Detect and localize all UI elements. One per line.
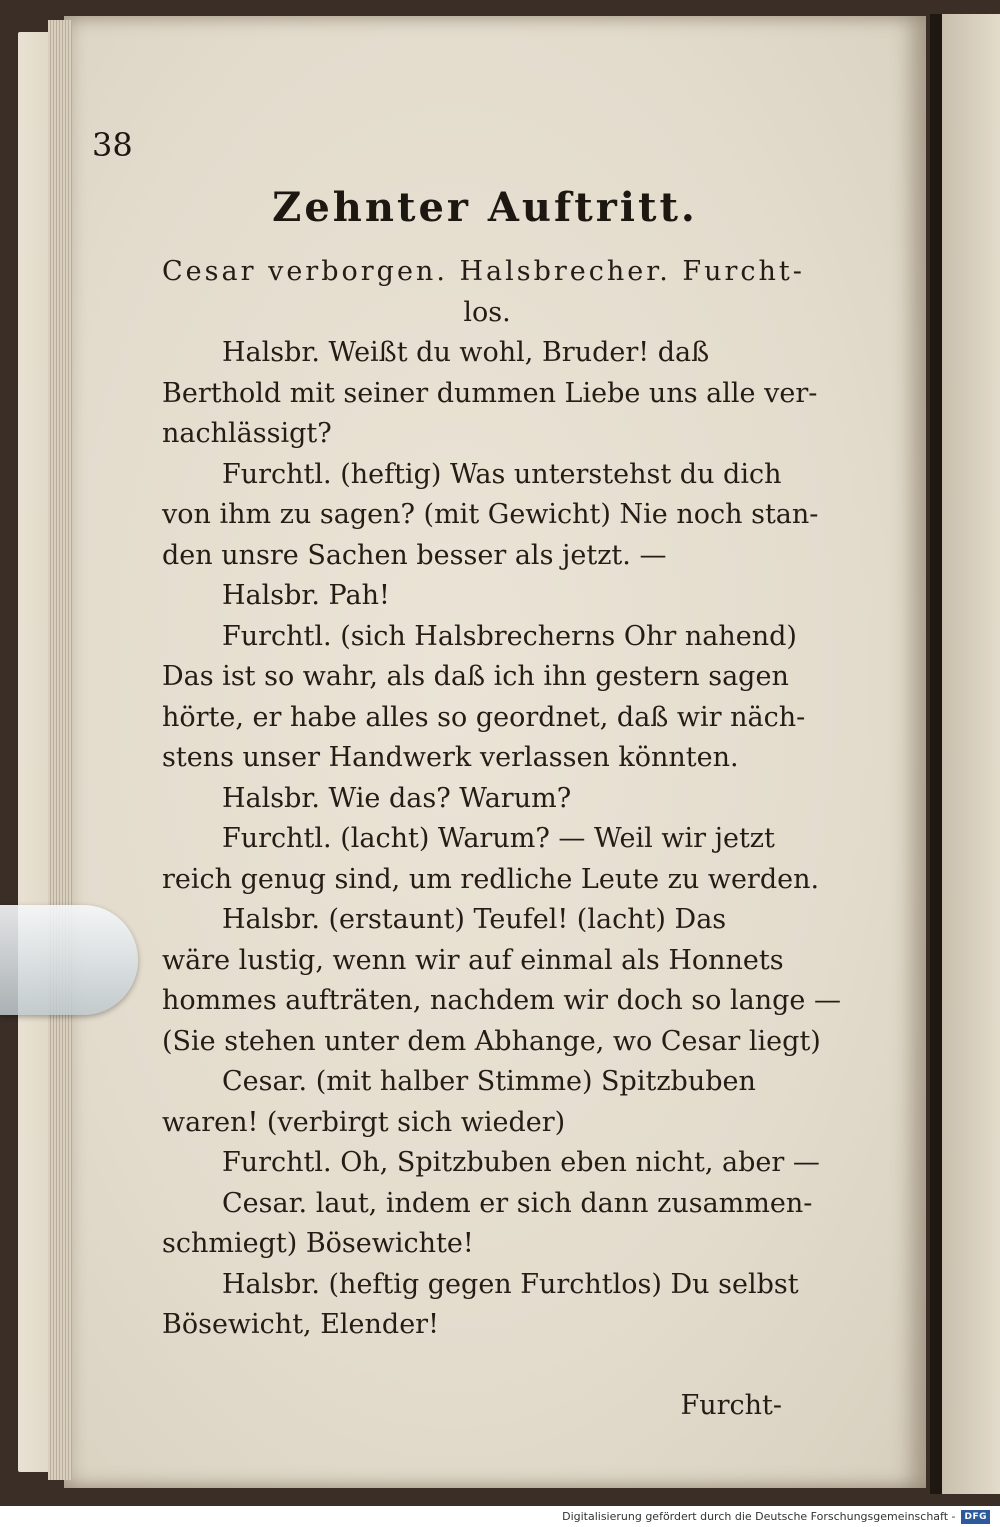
text-line: Halsbr. (heftig gegen Furchtlos) Du selbst [222,1268,799,1300]
text-line: Furcht- [680,1390,782,1421]
text-line: hommes aufträten, nachdem wir doch so lange — [162,985,841,1016]
text-line: Cesar verborgen. Halsbrecher. Furcht- [162,256,805,287]
text-line: von ihm zu sagen? (mit Gewicht) Nie noch stan- [162,499,819,530]
footer-credit: Digitalisierung gefördert durch die Deutsche Forschungsgemeinschaft - [562,1510,956,1523]
page-number: 38 [92,126,133,164]
text-line: Cesar. (mit halber Stimme) Spitzbuben [222,1066,756,1097]
text-line: Berthold mit seiner dummen Liebe uns alle ver- [162,377,818,409]
text-line: wäre lustig, wenn wir auf einmal als Honnets [162,944,784,976]
dfg-logo-icon: DFG [961,1510,990,1524]
page-stack-edge [48,20,72,1480]
text-line: Cesar. laut, indem er sich dann zusammen- [222,1187,813,1219]
text-line: Furchtl. (lacht) Warum? — Weil wir jetzt [222,823,775,854]
text-line: hörte, er habe alles so geordnet, daß wir näch- [162,701,806,733]
text-line: reich genug sind, um redliche Leute zu werden. [162,863,820,895]
text-line: (Sie stehen unter dem Abhange, wo Cesar liegt) [162,1025,821,1057]
footer-bar [0,1506,1000,1527]
scene-heading: Zehnter Auftritt. [272,184,698,231]
text-line: waren! (verbirgt sich wieder) [162,1106,566,1138]
text-line: Halsbr. (erstaunt) Teufel! (lacht) Das [222,904,727,935]
text-line: stens unser Handwerk verlassen könnten. [162,742,739,773]
page-text [162,252,841,1427]
text-line: Furchtl. (heftig) Was unterstehst du dich [222,458,782,490]
text-line: Halsbr. Weißt du wohl, Bruder! daß [222,337,710,368]
text-line: los. [463,296,511,328]
scroll-handle[interactable] [0,905,138,1015]
text-line [162,1346,812,1387]
text-line: Halsbr. Wie das? Warum? [222,782,572,814]
text-line: Bösewicht, Elender! [162,1309,439,1340]
text-line: Furchtl. (sich Halsbrecherns Ohr nahend) [222,620,797,652]
facing-page-edge [930,14,1000,1494]
text-line: nachlässigt? [162,418,332,449]
text-line: Das ist so wahr, als daß ich ihn gestern sagen [162,661,789,692]
text-line: den unsre Sachen besser als jetzt. — [162,539,667,571]
text-line: Halsbr. Pah! [222,580,390,611]
text-line: Furchtl. Oh, Spitzbuben eben nicht, aber — [222,1147,820,1178]
text-line: schmiegt) Bösewichte! [162,1228,474,1259]
